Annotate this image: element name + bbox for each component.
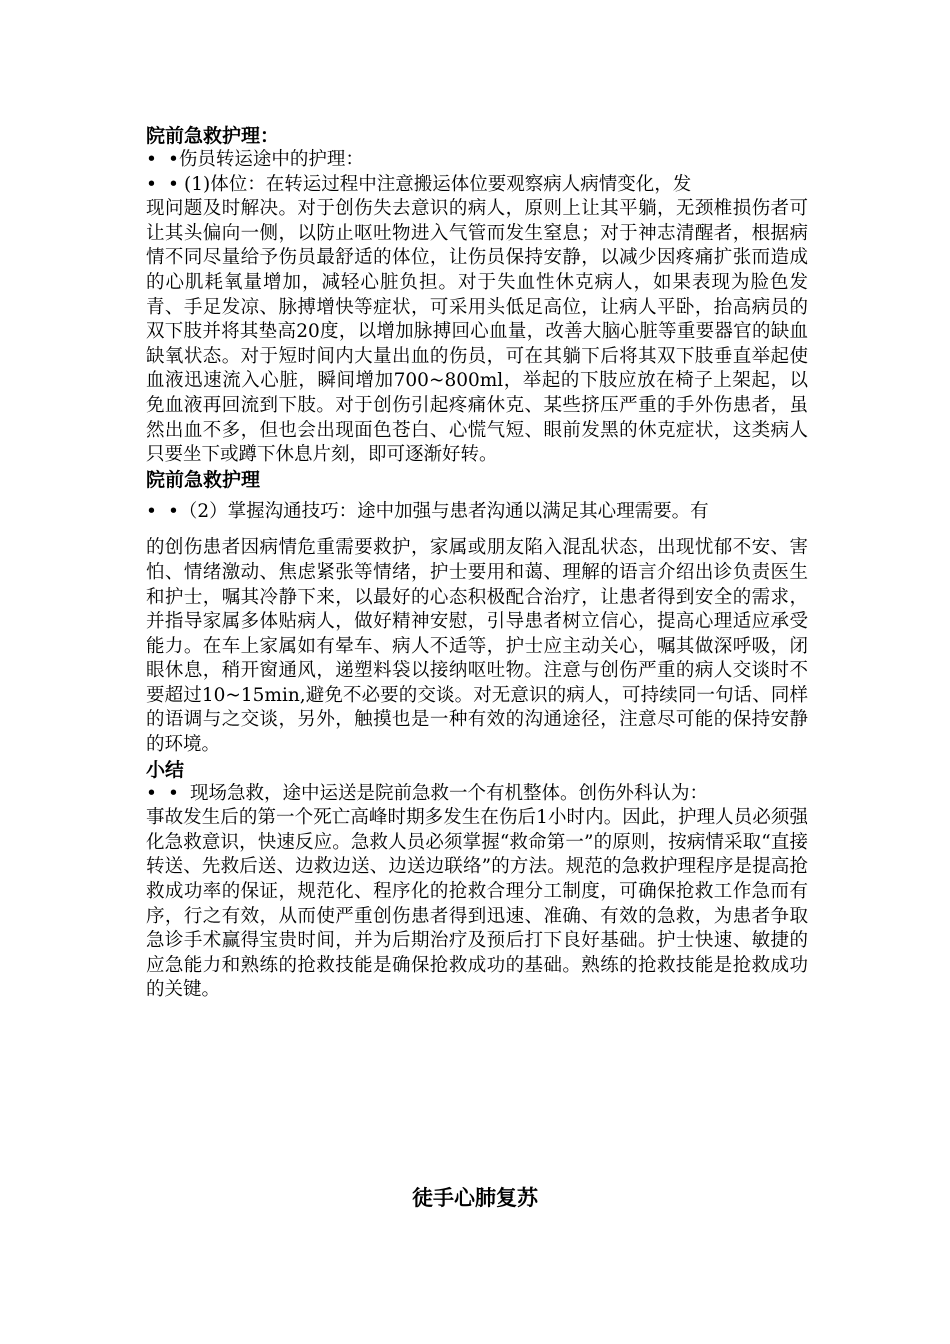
bullet-icon: • — [146, 782, 157, 804]
bullet-communication-lead — [146, 500, 808, 525]
communication-paragraph: 的创伤患者因病情危重需要救护，家属或朋友陷入混乱状态，出现忧郁不安、害怕、情绪激动、焦虑紧张等情绪，护士要用和蔼、理解的语言介绍出诊负责医生和护士，嘱其冷静下来，以最好的心态积极配合治疗，让患者得到安全的需求，并指导家属多体贴病人，做好精神安慰，引导患者树立信心，提高心理适应承受能力。在车上家属如有晕车、病人不适等，护士应主动关心，嘱其做深呼吸，闭眼休息，稍开窗通风，递塑料袋以接纳呕吐物。注意与创伤严重的病人交谈时不要超过10~15min,避免不必要的交谈。对无意识的病人，可持续同一句话、同样的语调与之交谈，另外，触摸也是一种有效的沟通途径，注意尽可能的保持安静的环境。 — [146, 537, 808, 756]
bullet-icon: • — [168, 782, 179, 804]
bullet-icon: • — [168, 173, 179, 195]
document-body — [146, 124, 808, 1003]
section-heading-prehospital-care-2: 院前急救护理 — [146, 468, 261, 491]
summary-lead-text: 现场急救，途中运送是院前急救一个有机整体。创伤外科认为： — [190, 782, 709, 804]
section-heading-prehospital-care: 院前急救护理： — [146, 125, 280, 147]
position-lead-text: (1)体位：在转运过程中注意搬运体位要观察病人病情变化，发 — [184, 173, 692, 195]
bullet-summary-lead — [146, 782, 808, 807]
bullet-icon: • — [146, 149, 157, 170]
bullet-icon: • — [146, 173, 157, 195]
cpr-title: 徒手心肺复苏 — [412, 1186, 538, 1210]
summary-paragraph: 事故发生后的第一个死亡高峰时期多发生在伤后1小时内。因此，护理人员必须强化急救意识，快速反应。急救人员必须掌握“救命第一”的原则，按病情采取“直接转送、先救后送、边救边送、边送边联络”的方法。规范的急救护理程序是提高抢救成功率的保证，规范化、程序化的抢救合理分工制度，可确保抢救工作急而有序，行之有效，从而使严重创伤患者得到迅速、准确、有效的急救，为患者争取急诊手术赢得宝贵时间，并为后期治疗及预后打下良好基础。护士快速、敏捷的应急能力和熟练的抢救技能是确保抢救成功的基础。熟练的抢救技能是抢救成功的关键。 — [146, 807, 808, 1001]
communication-lead-text: •（2）掌握沟通技巧：途中加强与患者沟通以满足其心理需要。有 — [168, 500, 709, 522]
bullet-text: •伤员转运途中的护理： — [168, 149, 364, 170]
bullet-position-lead — [146, 173, 808, 198]
bullet-icon: • — [146, 500, 157, 522]
section-heading-summary: 小结 — [146, 758, 185, 781]
position-paragraph: 现问题及时解决。对于创伤失去意识的病人，原则上让其平躺，无颈椎损伤者可让其头偏向一侧，以防止呕吐物进入气管而发生窒息；对于神志清醒者，根据病情不同尽量给予伤员最舒适的体位，让伤员保持安静，以减少因疼痛扩张而造成的心肌耗氧量增加，减轻心脏负担。对于失血性休克病人，如果表现为脸色发青、手足发凉、脉搏增快等症状，可采用头低足高位，让病人平卧，抬高病员的双下肢并将其垫高20度，以增加脉搏回心血量，改善大脑心脏等重要器官的缺血缺氧状态。对于短时间内大量出血的伤员，可在其躺下后将其双下肢垂直举起使血液迅速流入心脏，瞬间增加700~800ml，举起的下肢应放在椅子上架起，以免血液再回流到下肢。对于创伤引起疼痛休克、某些挤压严重的手外伤患者，虽然出血不多，但也会出现面色苍白、心慌气短、眼前发黑的休克症状，这类病人只要坐下或蹲下休息片刻，即可逐渐好转。 — [146, 198, 808, 466]
bullet-transport-care — [146, 148, 808, 173]
